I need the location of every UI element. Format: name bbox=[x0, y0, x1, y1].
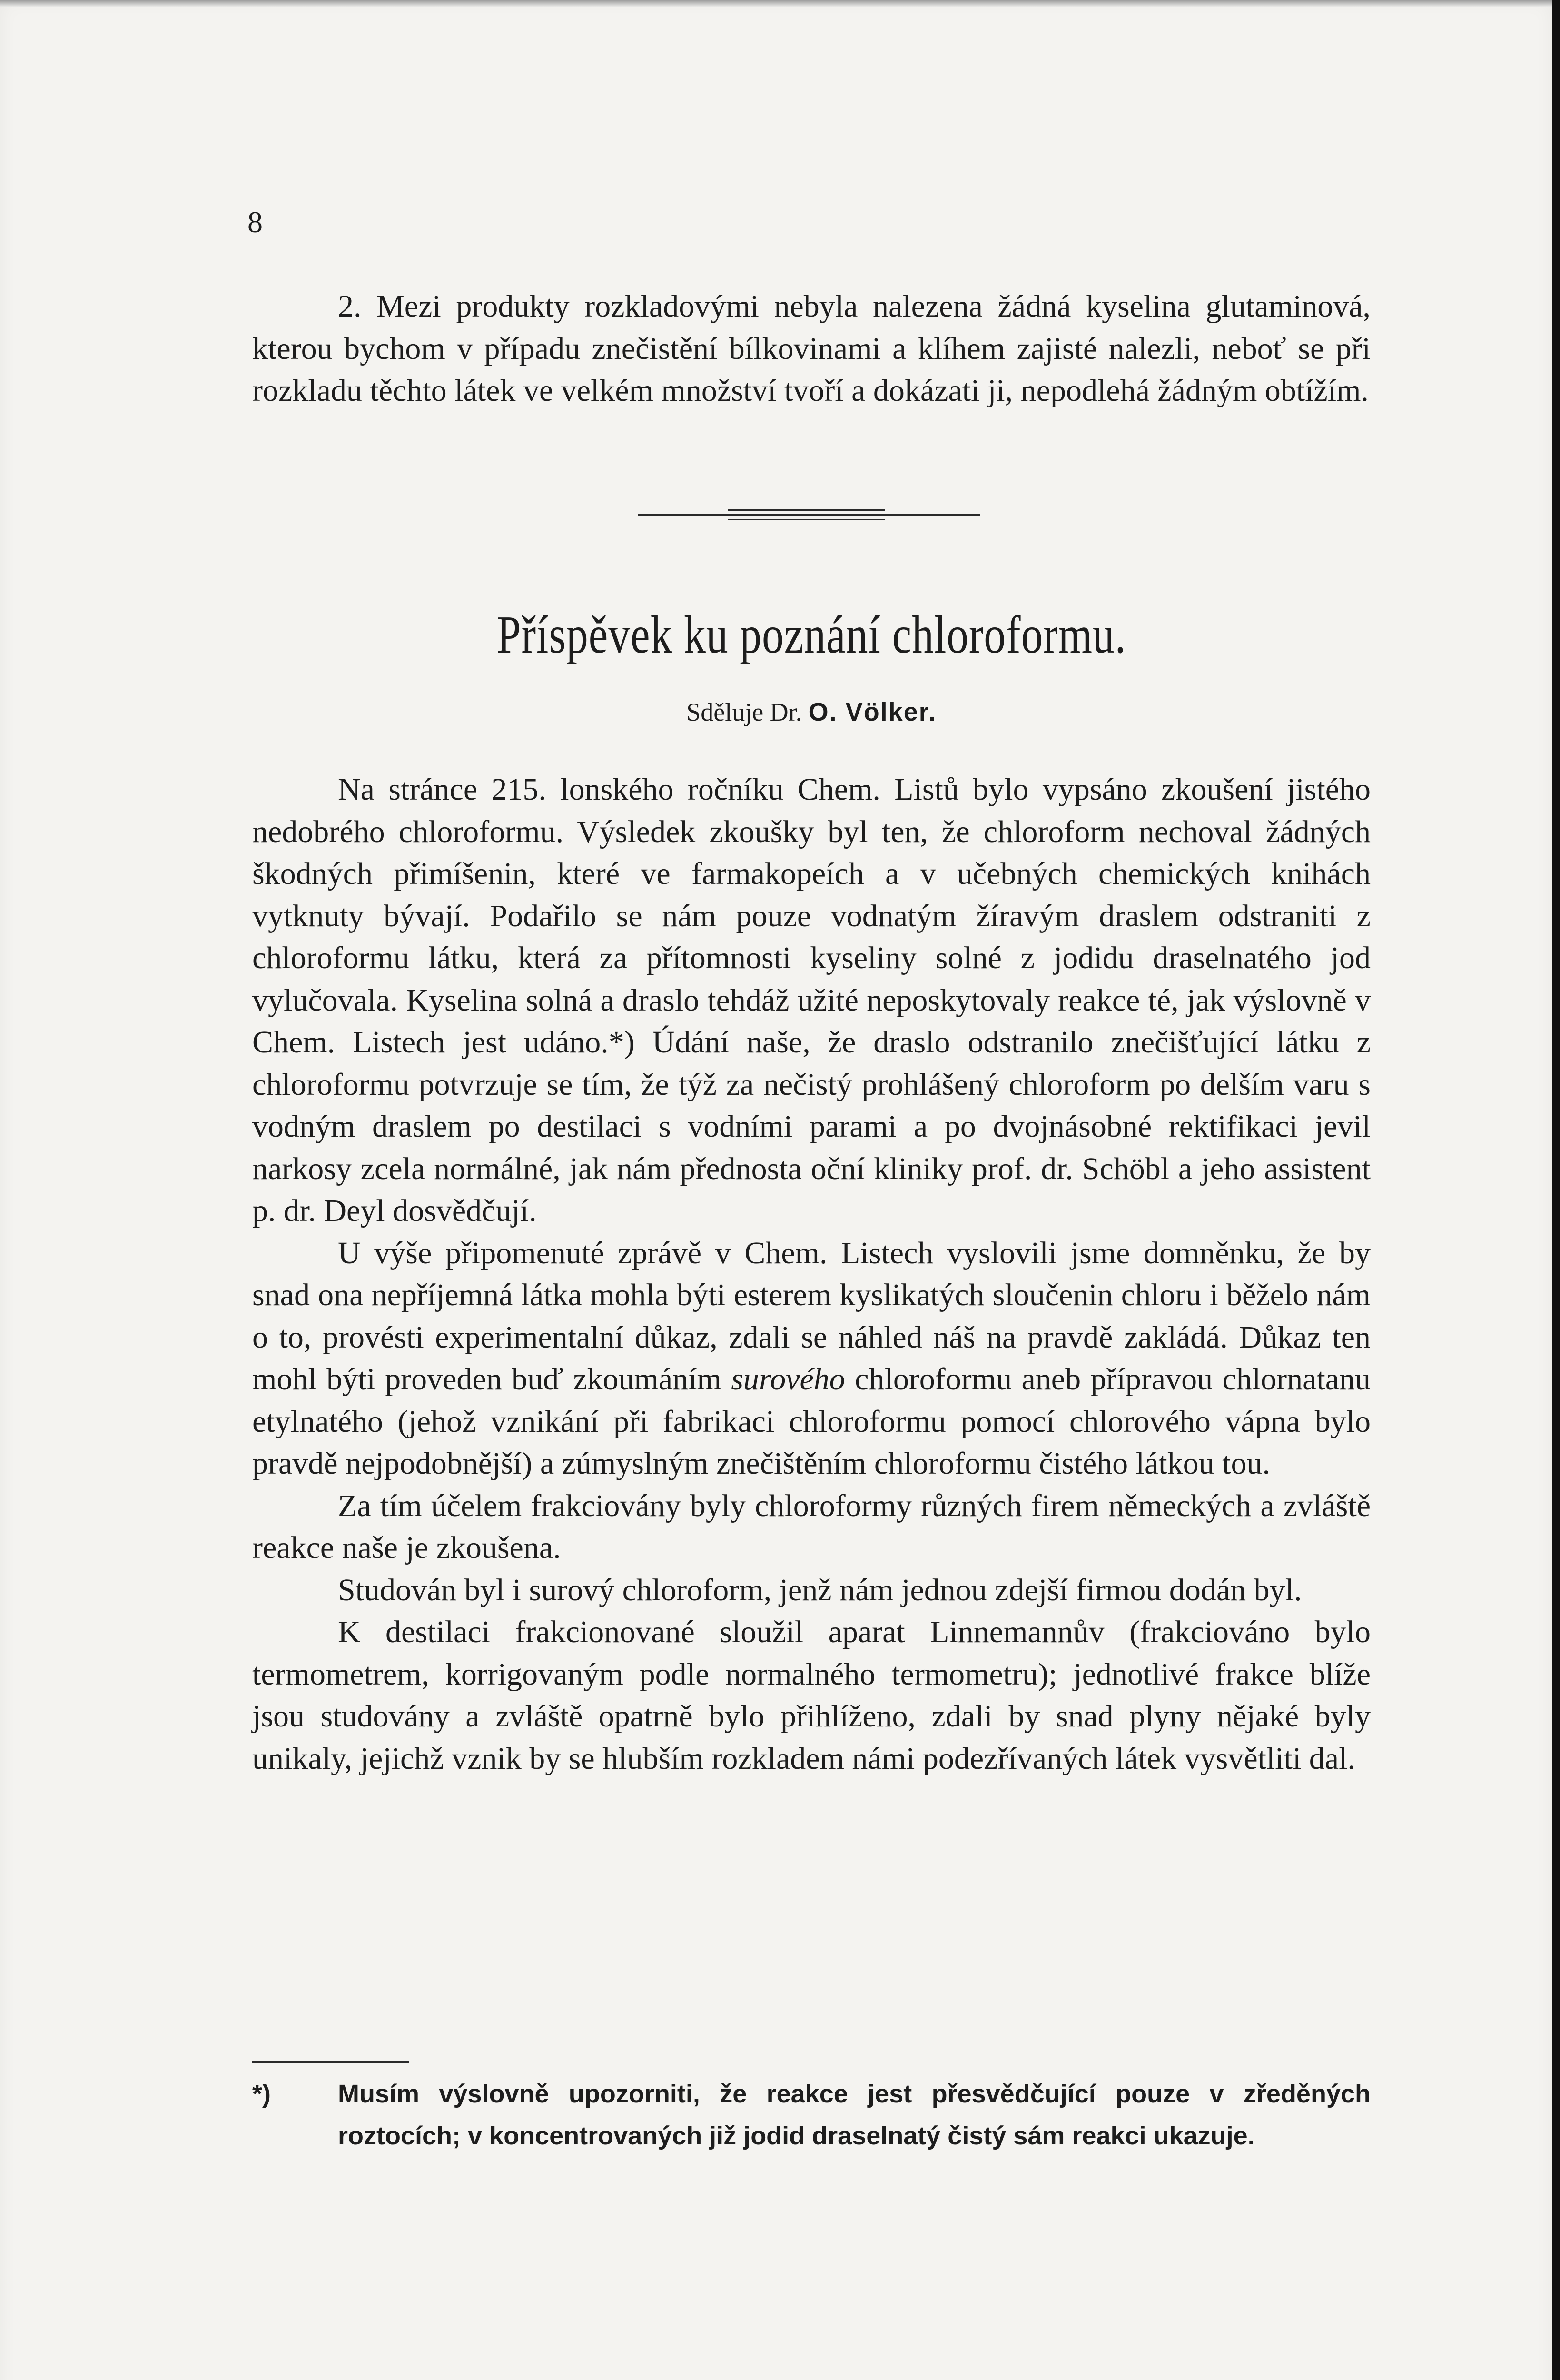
byline bbox=[252, 697, 1371, 727]
page-number: 8 bbox=[247, 205, 263, 239]
footnote-rule bbox=[252, 2061, 409, 2063]
author-name: O. Völker. bbox=[808, 698, 937, 726]
byline-prefix: Sděluje Dr. bbox=[686, 698, 802, 726]
section-divider bbox=[638, 507, 980, 526]
body-paragraph-5: K destilaci frakcionované sloužil aparat Linnemannův (frakciováno bylo termometrem, korrigovaným podle normalného termometru); jednotlivé frakce blíže jsou studovány a zvláště opatrně bylo přihlíženo, zdali by snad plyny nějaké byly unikaly, jejichž vznik by se hlubším rozkladem námi podezřívaných látek vysvětliti dal. bbox=[252, 1615, 1371, 1776]
article-body bbox=[252, 769, 1371, 1780]
paragraph-2-italic: surového bbox=[731, 1362, 845, 1397]
body-paragraph-4: Studován byl i surový chloroform, jenž nám jednou zdejší firmou dodán byl. bbox=[338, 1572, 1302, 1607]
body-paragraph-3: Za tím účelem frakciovány byly chloroformy různých firem německých a zvláště reakce naše je zkoušena. bbox=[252, 1488, 1371, 1565]
body-paragraph-2 bbox=[252, 1232, 1371, 1485]
footnote bbox=[252, 2073, 1371, 2157]
body-paragraph-1: Na stránce 215. lonského ročníku Chem. Listů bylo vypsáno zkoušení jistého nedobrého chloroformu. Výsledek zkoušky byl ten, že chloroform nechoval žádných škodných přimíšenin, které ve farmakopeích a v učebných chemických knihách vytknuty bývají. Podařilo se nám pouze vodnatým žíravým draslem odstraniti z chloroformu látku, která za přítomnosti kyseliny solné z jodidu draselnatého jod vylučovala. Kyselina solná a draslo tehdáž užité neposkytovaly reakce té, jak výslovně v Chem. Listech jest udáno.*) Údání naše, že draslo odstranilo znečišťující látku z chloroformu potvrzuje se tím, že týž za nečistý prohlášený chloroform po delším varu s vodným draslem po destilaci s vodními parami a po dvojnásobné rektifikaci jevil narkosy zcela normálné, jak nám přednosta oční kliniky prof. dr. Schöbl a jeho assistent p. dr. Deyl dosvědčují. bbox=[252, 772, 1371, 1228]
scan-right-edge bbox=[1552, 0, 1560, 2380]
footnote-paragraph bbox=[252, 2073, 1371, 2157]
scan-top-edge bbox=[0, 0, 1552, 7]
footnote-text: Musím výslovně upozorniti, že reakce jest přesvědčující pouze v zředěných roztocích; v koncentrovaných již jodid draselnatý čistý sám reakci ukazuje. bbox=[338, 2080, 1371, 2150]
footnote-mark: *) bbox=[252, 2080, 271, 2108]
paragraph-2-text-b: chloroformu aneb přípravou chlornatanu etylnatého (jehož vznikání při fabrikaci chloroformu pomocí chlorového vápna bylo pravdě nejpodobnější) a zúmyslným znečištěním chloroformu čistého látkou tou. bbox=[252, 1362, 1371, 1481]
paragraph-2-text-a: U výše připomenuté zprávě v Chem. Listech vyslovili jsme domněnku, že by snad ona nepříjemná látka mohla býti esterem kyslikatých sloučenin chloru i běželo nám o to, provésti experimentalní důkaz, zdali se náhled náš na pravdě zakládá. Důkaz ten mohl býti proveden buď zkoumáním bbox=[252, 1235, 1371, 1397]
intro-section bbox=[252, 286, 1371, 412]
article-title: Příspěvek ku poznání chloroformu. bbox=[496, 605, 1126, 664]
intro-paragraph: 2. Mezi produkty rozkladovými nebyla nalezena žádná kyselina glutaminová, kterou bychom v případu znečistění bílkovinami a klíhem zajisté nalezli, neboť se při rozkladu těchto látek ve velkém množství tvoří a dokázati ji, nepodlehá žádným obtížím. bbox=[252, 289, 1371, 408]
